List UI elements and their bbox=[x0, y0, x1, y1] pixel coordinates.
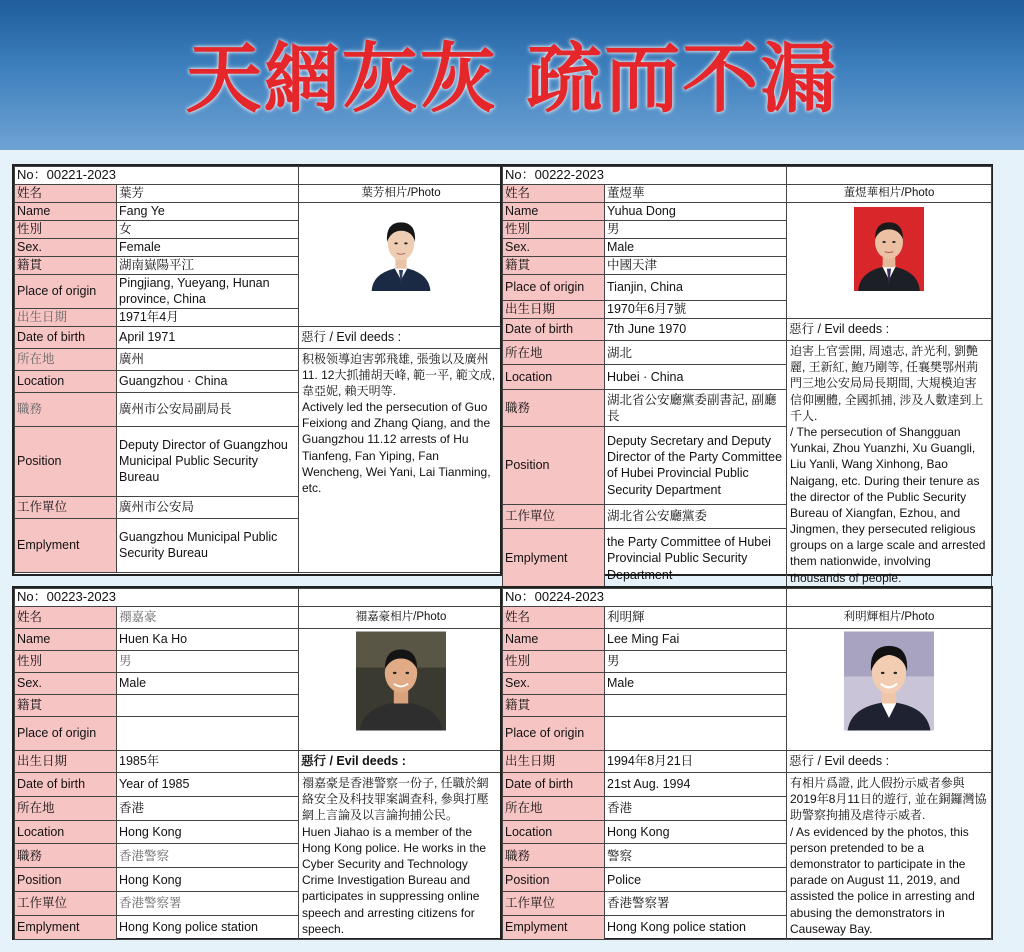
field-value: Yuhua Dong bbox=[605, 203, 787, 221]
field-value bbox=[605, 695, 787, 717]
field-label: 所在地 bbox=[503, 796, 605, 820]
field-value: Guangzhou · China bbox=[117, 370, 299, 392]
deeds-chinese: 迫害上官雲開, 周遠志, 許光利, 劉艷麗, 王新紅, 鮑乃剛等, 任襄樊鄂州荊門三地公安局局長期間, 大規模迫害信仰團體, 全國抓捕, 涉及人數達到上千人. bbox=[790, 344, 984, 423]
photo-frame bbox=[787, 203, 992, 319]
field-value: 利明輝 bbox=[605, 607, 787, 629]
portrait-photo bbox=[854, 205, 924, 293]
portrait-photo bbox=[844, 631, 934, 731]
field-value: 香港警察 bbox=[117, 844, 299, 868]
field-label: 職務 bbox=[503, 389, 605, 427]
field-label: 所在地 bbox=[15, 348, 117, 370]
record-card-00221 bbox=[12, 164, 505, 576]
field-label: Location bbox=[15, 820, 117, 844]
field-label: Emplyment bbox=[15, 915, 117, 939]
field-label: 出生日期 bbox=[503, 751, 605, 773]
field-label: Emplyment bbox=[503, 915, 605, 939]
field-value: Male bbox=[605, 673, 787, 695]
field-label: Position bbox=[15, 426, 117, 496]
field-label: 工作單位 bbox=[15, 496, 117, 518]
field-value: 廣州市公安局 bbox=[117, 496, 299, 518]
portrait-photo bbox=[356, 631, 446, 731]
field-label: Position bbox=[503, 868, 605, 892]
field-label: Location bbox=[503, 820, 605, 844]
deeds-label: 惡行 / Evil deeds : bbox=[787, 751, 992, 773]
field-value: 警察 bbox=[605, 844, 787, 868]
field-value: 7th June 1970 bbox=[605, 319, 787, 341]
deeds-english: / As evidenced by the photos, this person pretended to be a demonstrator to participate in the parade on August 11, 2019, and assisted the police in arresting and abusing the demonstrators in Causeway Bay. bbox=[790, 824, 975, 936]
record-card-00222 bbox=[500, 164, 993, 585]
field-label: Name bbox=[15, 629, 117, 651]
field-label: Name bbox=[503, 629, 605, 651]
field-label: 性別 bbox=[15, 221, 117, 239]
field-value: 葉芳 bbox=[117, 185, 299, 203]
field-label: 籍貫 bbox=[15, 695, 117, 717]
deeds-text bbox=[787, 773, 992, 940]
record-table bbox=[502, 166, 992, 589]
field-label: 工作單位 bbox=[15, 892, 117, 916]
deeds-label: 惡行 / Evil deeds : bbox=[299, 326, 504, 348]
field-value: Huen Ka Ho bbox=[117, 629, 299, 651]
field-value: 男 bbox=[605, 651, 787, 673]
field-value: 廣州 bbox=[117, 348, 299, 370]
field-label: Date of birth bbox=[503, 773, 605, 797]
field-label: 所在地 bbox=[503, 341, 605, 365]
field-label: 工作單位 bbox=[503, 892, 605, 916]
field-label: Place of origin bbox=[503, 717, 605, 751]
deeds-english: / The persecution of Shangguan Yunkai, Zhou Yuanzhi, Xu Guangli, Liu Yanli, Wang Xinhong, Bao Naigang, etc. During their tenure as the director of the Public Security Bureau of Xiangfan, Ezhou, and Jingmen, they persecuted religious groups on a large scale and arrested them nationwide, involving thousands of people. bbox=[790, 424, 986, 585]
field-value: 香港 bbox=[117, 796, 299, 820]
field-label: Sex. bbox=[503, 673, 605, 695]
field-label: Place of origin bbox=[15, 717, 117, 751]
field-label: 出生日期 bbox=[15, 751, 117, 773]
field-label: Emplyment bbox=[15, 518, 117, 572]
photo-frame bbox=[787, 629, 992, 751]
field-value: Hong Kong police station bbox=[117, 915, 299, 939]
field-label: Date of birth bbox=[503, 319, 605, 341]
field-value: 1985年 bbox=[117, 751, 299, 773]
field-value: 1970年6月7號 bbox=[605, 301, 787, 319]
field-value: 中國天津 bbox=[605, 257, 787, 275]
photo-label: 利明輝相片/Photo bbox=[787, 607, 992, 629]
field-value: 1971年4月 bbox=[117, 308, 299, 326]
field-label: 職務 bbox=[503, 844, 605, 868]
deeds-text bbox=[299, 348, 504, 572]
field-value: Female bbox=[117, 239, 299, 257]
field-label: 所在地 bbox=[15, 796, 117, 820]
field-value: Fang Ye bbox=[117, 203, 299, 221]
field-label: 職務 bbox=[15, 392, 117, 426]
field-value: 1994年8月21日 bbox=[605, 751, 787, 773]
deeds-chinese: 有相片爲證, 此人假扮示威者參與2019年8月11日的遊行, 並在銅鑼灣協助警察拘捕及虐待示威者. bbox=[790, 776, 987, 823]
field-value: Male bbox=[605, 239, 787, 257]
field-value: Hong Kong bbox=[605, 820, 787, 844]
field-label: 性別 bbox=[503, 651, 605, 673]
field-value: Police bbox=[605, 868, 787, 892]
field-value: Hong Kong bbox=[117, 868, 299, 892]
deeds-chinese: 禤嘉豪是香港警察一份子, 任職於網絡安全及科技罪案調查科, 參與打壓網上言論及以言論拘捕公民。 bbox=[302, 776, 489, 823]
record-number: No：00221-2023 bbox=[15, 167, 299, 185]
record-number: No：00223-2023 bbox=[15, 589, 299, 607]
field-value: Hubei · China bbox=[605, 365, 787, 389]
field-label: 姓名 bbox=[503, 185, 605, 203]
photo-label: 禤嘉豪相片/Photo bbox=[299, 607, 504, 629]
deeds-chinese: 积极领導迫害郭飛雄, 張強以及廣州11. 12大抓捕胡天峰, 範一平, 範文成, 韋亞妮, 賴天明等. bbox=[302, 351, 496, 398]
field-value: 湖北 bbox=[605, 341, 787, 365]
field-label: 籍貫 bbox=[503, 695, 605, 717]
field-value: 廣州市公安局副局長 bbox=[117, 392, 299, 426]
field-label: Name bbox=[15, 203, 117, 221]
field-value: Male bbox=[117, 673, 299, 695]
field-value: Hong Kong police station bbox=[605, 915, 787, 939]
field-value: 女 bbox=[117, 221, 299, 239]
field-label: Date of birth bbox=[15, 773, 117, 797]
field-label: 姓名 bbox=[15, 185, 117, 203]
deeds-english: Actively led the persecution of Guo Feixiong and Zhang Qiang, and the Guangzhou 11.12 arrests of Hu Tianfeng, Fan Yiping, Fan Wencheng, Wei Yani, Lai Tianming, etc. bbox=[302, 400, 491, 495]
field-label: Date of birth bbox=[15, 326, 117, 348]
field-value: 香港警察署 bbox=[117, 892, 299, 916]
field-label: 姓名 bbox=[15, 607, 117, 629]
field-value bbox=[117, 695, 299, 717]
field-label: 出生日期 bbox=[503, 301, 605, 319]
field-value bbox=[605, 717, 787, 751]
photo-frame bbox=[299, 629, 504, 751]
field-value: the Party Committee of Hubei Provincial Public Security Department bbox=[605, 529, 787, 589]
field-value: 香港警察署 bbox=[605, 892, 787, 916]
record-table bbox=[14, 588, 504, 940]
field-label: 性別 bbox=[503, 221, 605, 239]
header-banner bbox=[0, 0, 1024, 150]
field-value: Deputy Director of Guangzhou Municipal Public Security Bureau bbox=[117, 426, 299, 496]
deeds-text bbox=[299, 773, 504, 940]
deeds-label: 惡行 / Evil deeds : bbox=[299, 751, 504, 773]
field-value: Tianjin, China bbox=[605, 275, 787, 301]
photo-frame bbox=[299, 203, 504, 327]
deeds-label: 惡行 / Evil deeds : bbox=[787, 319, 992, 341]
field-value: 男 bbox=[605, 221, 787, 239]
field-value: April 1971 bbox=[117, 326, 299, 348]
record-table bbox=[14, 166, 504, 573]
field-label: Sex. bbox=[15, 239, 117, 257]
record-number: No：00222-2023 bbox=[503, 167, 787, 185]
field-label: 職務 bbox=[15, 844, 117, 868]
field-label: Position bbox=[15, 868, 117, 892]
field-label: Sex. bbox=[503, 239, 605, 257]
photo-label: 葉芳相片/Photo bbox=[299, 185, 504, 203]
field-label: 出生日期 bbox=[15, 308, 117, 326]
field-value: 湖北省公安廳黨委副書記, 副廳長 bbox=[605, 389, 787, 427]
field-label: Sex. bbox=[15, 673, 117, 695]
field-label: 姓名 bbox=[503, 607, 605, 629]
field-label: 工作單位 bbox=[503, 504, 605, 528]
photo-label: 董煜華相片/Photo bbox=[787, 185, 992, 203]
field-label: Name bbox=[503, 203, 605, 221]
field-value: 男 bbox=[117, 651, 299, 673]
field-value: 21st Aug. 1994 bbox=[605, 773, 787, 797]
field-label: Place of origin bbox=[15, 275, 117, 309]
field-label: Place of origin bbox=[503, 275, 605, 301]
field-value: Lee Ming Fai bbox=[605, 629, 787, 651]
field-value: 香港 bbox=[605, 796, 787, 820]
field-value: 禤嘉豪 bbox=[117, 607, 299, 629]
field-value: 湖北省公安廳黨委 bbox=[605, 504, 787, 528]
field-label: Location bbox=[15, 370, 117, 392]
record-table bbox=[502, 588, 992, 940]
deeds-text bbox=[787, 341, 992, 589]
field-value: Year of 1985 bbox=[117, 773, 299, 797]
field-label: 籍貫 bbox=[15, 257, 117, 275]
record-card-00223 bbox=[12, 586, 505, 940]
field-label: Position bbox=[503, 427, 605, 504]
field-value: 湖南嶽陽平江 bbox=[117, 257, 299, 275]
record-number: No：00224-2023 bbox=[503, 589, 787, 607]
record-card-00224 bbox=[500, 586, 993, 940]
field-value: Guangzhou Municipal Public Security Bureau bbox=[117, 518, 299, 572]
deeds-english: Huen Jiahao is a member of the Hong Kong police. He works in the Cyber Security and Technology Crime Investigation Bureau and participates in suppressing online speech and arresting citizens for speech. bbox=[302, 824, 487, 936]
field-label: 籍貫 bbox=[503, 257, 605, 275]
field-value: Deputy Secretary and Deputy Director of the Party Committee of Hubei Provincial Public Security Department bbox=[605, 427, 787, 504]
portrait-photo bbox=[366, 205, 436, 293]
field-label: Emplyment bbox=[503, 529, 605, 589]
field-label: 性別 bbox=[15, 651, 117, 673]
field-value bbox=[117, 717, 299, 751]
field-value: 董煜華 bbox=[605, 185, 787, 203]
field-value: Hong Kong bbox=[117, 820, 299, 844]
field-label: Location bbox=[503, 365, 605, 389]
banner-title: 天網灰灰 疏而不漏 bbox=[185, 34, 839, 123]
field-value: Pingjiang, Yueyang, Hunan province, China bbox=[117, 275, 299, 309]
